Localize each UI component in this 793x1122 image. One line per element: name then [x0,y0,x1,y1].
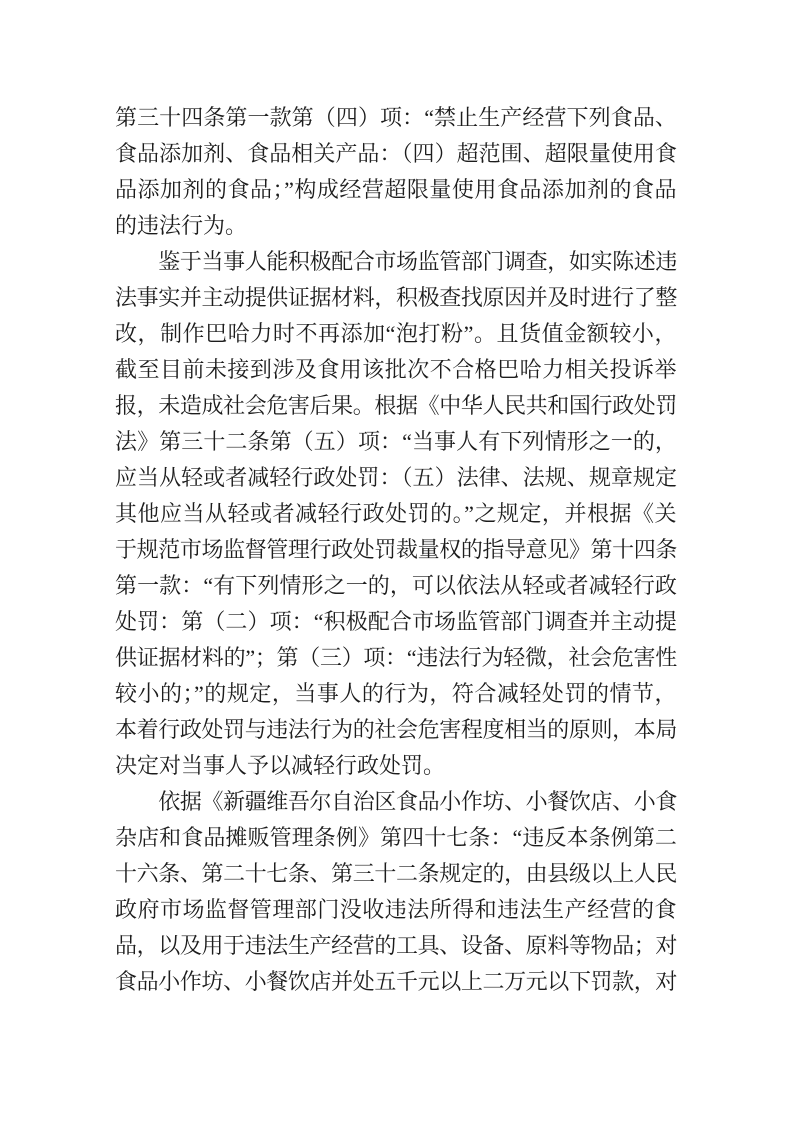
document-text-block [115,100,677,1000]
text-line: 处罚：第（二）项：“积极配合市场监管部门调查并主动提 [115,609,677,634]
text-line: 于规范市场监督管理行政处罚裁量权的指导意见》第十四条 [115,537,677,562]
text-line: 供证据材料的”；第（三）项：“违法行为轻微，社会危害性 [115,645,678,670]
text-line: 食品添加剂、食品相关产品：（四）超范围、超限量使用食 [115,141,677,166]
text-line: 政府市场监督管理部门没收违法所得和违法生产经营的食 [115,897,677,922]
text-line: 其他应当从轻或者减轻行政处罚的。”之规定，并根据《关 [115,501,677,526]
text-line: 本着行政处罚与违法行为的社会危害程度相当的原则，本局 [115,717,677,742]
text-line: 十六条、第二十七条、第三十二条规定的，由县级以上人民 [115,861,677,886]
text-line: 杂店和食品摊贩管理条例》第四十七条：“违反本条例第二 [115,825,677,850]
text-line: 的违法行为。 [115,213,248,238]
text-line: 改，制作巴哈力时不再添加“泡打粉”。且货值金额较小， [115,321,677,346]
text-line: 第一款：“有下列情形之一的，可以依法从轻或者减轻行政 [115,573,677,598]
text-line: 较小的；”的规定，当事人的行为，符合减轻处罚的情节， [115,681,677,706]
text-line: 法》第三十二条第（五）项：“当事人有下列情形之一的， [115,429,677,454]
text-line: 应当从轻或者减轻行政处罚：（五）法律、法规、规章规定 [115,465,677,490]
text-line: 鉴于当事人能积极配合市场监管部门调查，如实陈述违 [115,249,677,274]
text-line: 报，未造成社会危害后果。根据《中华人民共和国行政处罚 [115,393,677,418]
text-line: 品添加剂的食品；”构成经营超限量使用食品添加剂的食品 [115,177,677,202]
text-line: 依据《新疆维吾尔自治区食品小作坊、小餐饮店、小食 [115,789,677,814]
text-line: 截至目前未接到涉及食用该批次不合格巴哈力相关投诉举 [115,357,677,382]
text-line: 第三十四条第一款第（四）项：“禁止生产经营下列食品、 [115,105,677,130]
text-line: 食品小作坊、小餐饮店并处五千元以上二万元以下罚款，对 [115,969,677,994]
text-line: 法事实并主动提供证据材料，积极查找原因并及时进行了整 [115,285,677,310]
text-line: 品，以及用于违法生产经营的工具、设备、原料等物品；对 [115,933,677,958]
text-line: 决定对当事人予以减轻行政处罚。 [115,753,446,778]
